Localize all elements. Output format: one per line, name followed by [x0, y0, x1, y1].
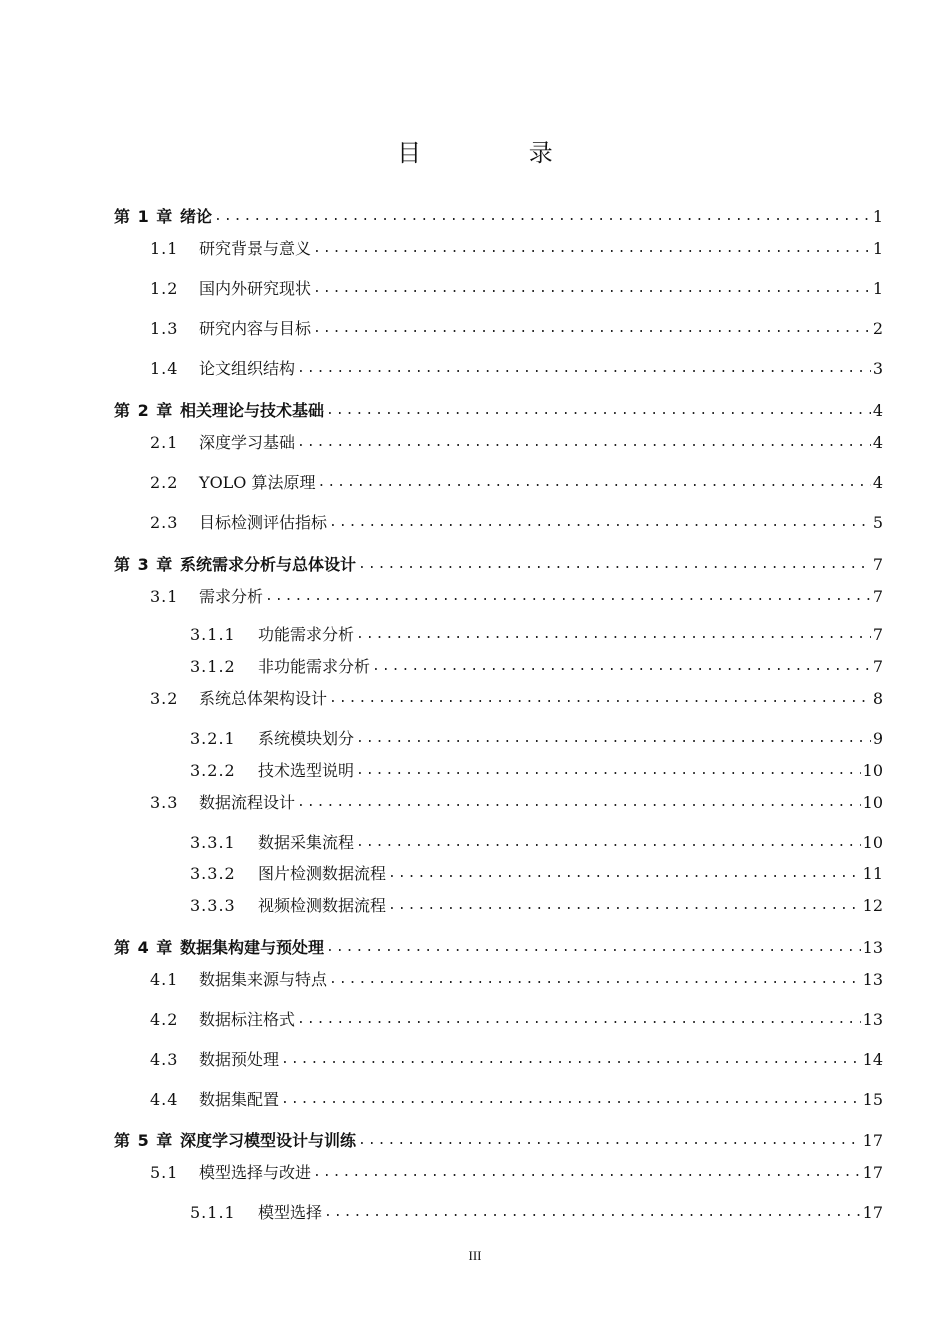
toc-entry-number: 第 3 章 [114, 555, 174, 574]
toc-entry-3-1-2[interactable] [190, 654, 883, 680]
toc-entry-page: 7 [872, 587, 883, 606]
toc-entry-title: 非功能需求分析 [258, 657, 371, 676]
toc-entry-title: 相关理论与技术基础 [180, 401, 325, 420]
toc-entry-page: 12 [862, 896, 883, 915]
toc-entry-3-2-1[interactable] [190, 726, 883, 752]
toc-entry-3-1[interactable] [150, 584, 883, 610]
toc-entry-number: 3.3.3 [190, 896, 236, 915]
toc-entry-number: 1.2 [150, 279, 179, 298]
toc-entry-page: 7 [872, 625, 883, 644]
toc-entry-title: 系统总体架构设计 [199, 689, 328, 708]
toc-entry-title: 数据预处理 [199, 1050, 280, 1069]
toc-entry-number: 3.1.1 [190, 625, 236, 644]
toc-entry-number: 3.3.2 [190, 864, 236, 883]
toc-entry-number: 2.1 [150, 433, 179, 452]
toc-entry-page: 1 [872, 207, 883, 226]
dot-leader [313, 276, 871, 302]
toc-entry-number: 1.1 [150, 239, 179, 258]
toc-entry-page: 11 [862, 864, 883, 883]
toc-entry-第1章[interactable] [114, 204, 883, 230]
toc-entry-number: 3.1.2 [190, 657, 236, 676]
toc-entry-5-1-1[interactable] [190, 1200, 883, 1226]
toc-entry-title: 视频检测数据流程 [258, 896, 387, 915]
toc-entry-page: 10 [862, 833, 883, 852]
toc-entry-4-2[interactable] [150, 1007, 883, 1033]
toc-entry-page: 4 [872, 473, 883, 492]
toc-entry-title: YOLO 算法原理 [199, 473, 316, 492]
toc-entry-2-3[interactable] [150, 510, 883, 536]
toc-entry-3-1-1[interactable] [190, 622, 883, 648]
toc-entry-number: 4.2 [150, 1010, 179, 1029]
toc-entry-title: 深度学习模型设计与训练 [180, 1131, 357, 1150]
toc-entry-page: 13 [862, 970, 883, 989]
toc-entry-4-1[interactable] [150, 967, 883, 993]
toc-entry-number: 1.3 [150, 319, 179, 338]
dot-leader [214, 204, 871, 230]
toc-entry-number: 3.3 [150, 793, 179, 812]
toc-entry-page: 9 [872, 729, 883, 748]
page-number-footer: III [468, 1248, 482, 1263]
toc-entry-第3章[interactable] [114, 552, 883, 578]
toc-entry-number: 4.1 [150, 970, 179, 989]
toc-entry-1-1[interactable] [150, 236, 883, 262]
dot-leader [388, 893, 861, 919]
toc-entry-title: 研究背景与意义 [199, 239, 312, 258]
toc-entry-page: 4 [872, 401, 883, 420]
toc-entry-page: 17 [862, 1163, 883, 1182]
dot-leader [356, 758, 861, 784]
dot-leader [372, 654, 871, 680]
toc-entry-number: 第 2 章 [114, 401, 174, 420]
toc-entry-title: 数据标注格式 [199, 1010, 296, 1029]
toc-title: 目 录 [397, 139, 603, 167]
toc-entry-2-2[interactable] [150, 470, 883, 496]
toc-entry-title: 数据集来源与特点 [199, 970, 328, 989]
dot-leader [358, 552, 871, 578]
toc-entry-第2章[interactable] [114, 398, 883, 424]
dot-leader [318, 470, 871, 496]
toc-entry-1-3[interactable] [150, 316, 883, 342]
toc-entry-number: 第 4 章 [114, 938, 174, 957]
toc-entry-1-2[interactable] [150, 276, 883, 302]
dot-leader [281, 1047, 861, 1073]
dot-leader [297, 1007, 861, 1033]
toc-entry-4-4[interactable] [150, 1087, 883, 1113]
toc-entry-number: 3.2 [150, 689, 179, 708]
toc-entry-title: 国内外研究现状 [199, 279, 312, 298]
dot-leader [324, 1200, 861, 1226]
dot-leader [297, 356, 871, 382]
toc-entry-page: 3 [872, 359, 883, 378]
toc-entry-3-2-2[interactable] [190, 758, 883, 784]
toc-entry-page: 7 [872, 657, 883, 676]
toc-entry-page: 10 [862, 793, 883, 812]
toc-entry-title: 图片检测数据流程 [258, 864, 387, 883]
toc-entry-page: 17 [862, 1203, 883, 1222]
dot-leader [326, 935, 861, 961]
toc-entry-title: 数据集配置 [199, 1090, 280, 1109]
dot-leader [329, 967, 861, 993]
toc-entry-number: 3.3.1 [190, 833, 236, 852]
toc-entry-3-3-3[interactable] [190, 893, 883, 919]
toc-entry-第5章[interactable] [114, 1128, 883, 1154]
dot-leader [329, 686, 871, 712]
dot-leader [356, 830, 861, 856]
toc-entry-title: 研究内容与目标 [199, 319, 312, 338]
toc-entry-3-3[interactable] [150, 790, 883, 816]
toc-entry-title: 深度学习基础 [199, 433, 296, 452]
toc-entry-title: 数据集构建与预处理 [180, 938, 325, 957]
toc-entry-4-3[interactable] [150, 1047, 883, 1073]
toc-entry-number: 1.4 [150, 359, 179, 378]
toc-entry-number: 第 5 章 [114, 1131, 174, 1150]
dot-leader [326, 398, 871, 424]
toc-entry-number: 3.2.1 [190, 729, 236, 748]
dot-leader [265, 584, 871, 610]
dot-leader [313, 236, 871, 262]
toc-entry-title: 需求分析 [199, 587, 264, 606]
toc-entry-3-2[interactable] [150, 686, 883, 712]
toc-entry-第4章[interactable] [114, 935, 883, 961]
toc-entry-title: 数据流程设计 [199, 793, 296, 812]
toc-entry-title: 数据采集流程 [258, 833, 355, 852]
toc-entry-number: 2.3 [150, 513, 179, 532]
toc-entry-page: 8 [872, 689, 883, 708]
dot-leader [297, 790, 861, 816]
toc-entry-title: 系统模块划分 [258, 729, 355, 748]
toc-entry-number: 5.1 [150, 1163, 179, 1182]
toc-entry-page: 1 [872, 279, 883, 298]
dot-leader [356, 726, 871, 752]
dot-leader [313, 1160, 861, 1186]
toc-entry-page: 10 [862, 761, 883, 780]
toc-entry-page: 17 [862, 1131, 883, 1150]
toc-entry-number: 4.4 [150, 1090, 179, 1109]
toc-entry-title: 模型选择与改进 [199, 1163, 312, 1182]
dot-leader [329, 510, 871, 536]
toc-entry-page: 2 [872, 319, 883, 338]
dot-leader [356, 622, 871, 648]
dot-leader [358, 1128, 861, 1154]
toc-entry-title: 模型选择 [258, 1203, 323, 1222]
toc-entry-number: 2.2 [150, 473, 179, 492]
toc-entry-page: 1 [872, 239, 883, 258]
dot-leader [388, 861, 861, 887]
toc-entry-number: 第 1 章 [114, 207, 174, 226]
toc-entry-number: 3.1 [150, 587, 179, 606]
toc-entry-5-1[interactable] [150, 1160, 883, 1186]
toc-entry-number: 3.2.2 [190, 761, 236, 780]
toc-entry-2-1[interactable] [150, 430, 883, 456]
toc-entry-page: 14 [862, 1050, 883, 1069]
toc-entry-number: 4.3 [150, 1050, 179, 1069]
dot-leader [297, 430, 871, 456]
toc-entry-title: 论文组织结构 [199, 359, 296, 378]
toc-entry-title: 绪论 [180, 207, 213, 226]
toc-entry-page: 7 [872, 555, 883, 574]
toc-entry-page: 15 [862, 1090, 883, 1109]
toc-entry-1-4[interactable] [150, 356, 883, 382]
toc-entry-page: 13 [862, 938, 883, 957]
toc-entry-page: 13 [862, 1010, 883, 1029]
toc-entry-title: 系统需求分析与总体设计 [180, 555, 357, 574]
toc-entry-3-3-2[interactable] [190, 861, 883, 887]
toc-entry-title: 技术选型说明 [258, 761, 355, 780]
toc-entry-page: 5 [872, 513, 883, 532]
dot-leader [281, 1087, 861, 1113]
toc-entry-title: 目标检测评估指标 [199, 513, 328, 532]
toc-entry-title: 功能需求分析 [258, 625, 355, 644]
toc-entry-number: 5.1.1 [190, 1203, 236, 1222]
toc-entry-page: 4 [872, 433, 883, 452]
toc-entry-3-3-1[interactable] [190, 830, 883, 856]
dot-leader [313, 316, 871, 342]
